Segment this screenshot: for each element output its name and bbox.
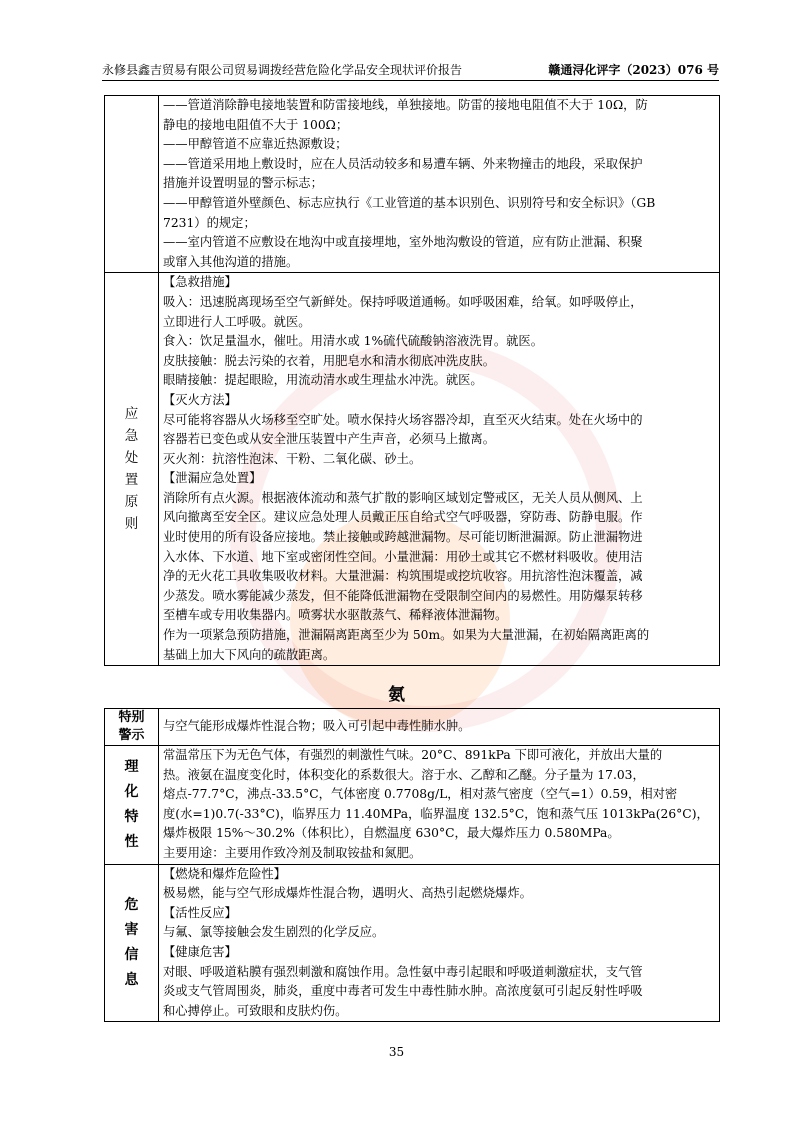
text-line: ——管道消除静电接地装置和防雷接地线，单独接地。防雷的接地电阻值不大于 10Ω，防 — [163, 98, 648, 112]
text-line: 灭火剂：抗溶性泡沫、干粉、二氧化碳、砂土。 — [163, 451, 422, 466]
text-line: 尽可能将容器从火场移至空旷处。喷水保持火场容器冷却，直至灭火结束。处在火场中的 — [163, 412, 643, 427]
emergency-label: 应 急 处 置 原 则 — [105, 273, 159, 666]
text-line: 措施并设置明显的警示标志； — [163, 176, 323, 191]
emergency-row — [105, 273, 720, 666]
text-line: 7231）的规定； — [163, 215, 256, 230]
text-line: 业时使用的所有设备应接地。禁止接触或跨越泄漏物。尽可能切断泄漏源。防止泄漏物进 — [163, 530, 643, 545]
pipeline-requirements-cell — [159, 96, 720, 273]
section-heading: 【泄漏应急处置】 — [163, 471, 262, 486]
report-title: 永修县鑫吉贸易有限公司贸易调拨经营危险化学品安全现状评价报告 — [102, 63, 463, 77]
special-warning-row — [105, 709, 720, 746]
text-line: ——甲醇管道不应靠近热源敷设； — [163, 137, 348, 152]
text-line: 热。液氨在温度变化时，体积变化的系数很大。溶于水、乙醇和乙醚。分子量为 17.03， — [163, 767, 645, 782]
page-number: 35 — [388, 1045, 405, 1059]
text-line: 基础上加大下风向的疏散距离。 — [163, 647, 336, 662]
text-line: 眼睛接触：提起眼睑，用流动清水或生理盐水冲洗。就医。 — [163, 373, 483, 388]
section-heading: 【活性反应】 — [163, 905, 237, 920]
text-line: 炎或支气管周围炎，肺炎，重度中毒者可发生中毒性肺水肿。高浓度氨可引起反射性呼吸 — [163, 984, 643, 999]
text-line: ——管道采用地上敷设时，应在人员活动较多和易遭车辆、外来物撞击的地段，采取保护 — [163, 156, 643, 171]
text-line: 皮肤接触：脱去污染的衣着，用肥皂水和清水彻底冲洗皮肤。 — [163, 353, 496, 368]
ammonia-safety-table — [104, 708, 720, 1022]
pipeline-requirements-row — [105, 96, 720, 273]
text-line: 容器若已变色或从安全泄压装置中产生声音，必须马上撤离。 — [163, 432, 496, 447]
text-line: 和心搏停止。可致眼和皮肤灼伤。 — [163, 1003, 348, 1018]
special-warning-label: 特别 警示 — [105, 709, 159, 746]
hazard-label: 危 害 信 息 — [105, 864, 159, 1022]
hazard-content-cell — [159, 864, 720, 1022]
text-line: 食入：饮足量温水，催吐。用清水或 1%硫代硫酸钠溶液洗胃。就医。 — [163, 334, 544, 349]
text-line: 立即进行人工呼吸。就医。 — [163, 314, 311, 329]
text-line: 入水体、下水道、地下室或密闭性空间。小量泄漏：用砂土或其它不燃材料吸收。使用洁 — [163, 549, 643, 564]
empty-label-cell — [105, 96, 159, 273]
text-line: 爆炸极限 15%～30.2%（体积比），自燃温度 630°C，最大爆炸压力 0.580MPa。 — [163, 826, 620, 841]
emergency-content-cell — [159, 273, 720, 666]
text-line: 与氟、氯等接触会发生剧烈的化学反应。 — [163, 925, 385, 940]
page-header — [102, 62, 719, 81]
physchem-content-cell — [159, 746, 720, 865]
section-heading: 【灭火方法】 — [163, 392, 237, 407]
text-line: 对眼、呼吸道粘膜有强烈刺激和腐蚀作用。急性氨中毒引起眼和呼吸道刺激症状，支气管 — [163, 964, 643, 979]
text-line: ——室内管道不应敷设在地沟中或直接埋地，室外地沟敷设的管道，应有防止泄漏、积聚 — [163, 235, 643, 250]
text-line: 主要用途：主要用作致冷剂及制取铵盐和氮肥。 — [163, 845, 422, 860]
section-heading: 【燃烧和爆炸危险性】 — [163, 866, 286, 881]
physchem-label: 理 化 特 性 — [105, 746, 159, 865]
text-line: 度(水=1)0.7(-33°C)，临界压力 11.40MPa，临界温度 132.5°C，饱和蒸气压 1013kPa(26°C)， — [163, 806, 709, 821]
text-line: 极易燃，能与空气形成爆炸性混合物，遇明火、高热引起燃烧爆炸。 — [163, 886, 532, 901]
text-line: 消除所有点火源。根据液体流动和蒸气扩散的影响区域划定警戒区，无关人员从侧风、上 — [163, 490, 643, 505]
text-line: 或窜入其他沟道的措施。 — [163, 254, 299, 269]
physchem-row — [105, 746, 720, 865]
text-line: 净的无火花工具收集吸收材料。大量泄漏：构筑围堤或挖坑收容。用抗溶性泡沫覆盖，减 — [163, 569, 643, 584]
text-line: 熔点-77.7°C，沸点-33.5°C，气体密度 0.7708g/L，相对蒸气密度（空气=1）0.59，相对密 — [163, 787, 678, 802]
text-line: 至槽车或专用收集器内。喷雾状水驱散蒸气、稀释液体泄漏物。 — [163, 608, 508, 623]
hazard-row — [105, 864, 720, 1022]
text-line: 风向撤离至安全区。建议应急处理人员戴正压自给式空气呼吸器，穿防毒、防静电服。作 — [163, 510, 643, 525]
report-number: 赣通浔化评字（2023）076 号 — [548, 63, 719, 77]
text-line: 作为一项紧急预防措施，泄漏隔离距离至少为 50m。如果为大量泄漏，在初始隔离距离的 — [163, 628, 650, 643]
text-line: 吸入：迅速脱离现场至空气新鲜处。保持呼吸道通畅。如呼吸困难，给氧。如呼吸停止， — [163, 294, 643, 309]
section-heading: 【急救措施】 — [163, 275, 237, 290]
text-line: ——甲醇管道外壁颜色、标志应执行《工业管道的基本识别色、识别符号和安全标识》（GB — [163, 195, 656, 210]
methanol-safety-table — [104, 95, 720, 666]
special-warning-text: 与空气能形成爆炸性混合物；吸入可引起中毒性肺水肿。 — [159, 709, 720, 746]
section-heading: 【健康危害】 — [163, 944, 237, 959]
text-line: 常温常压下为无色气体，有强烈的刺激性气味。20°C、891kPa 下即可液化，并放出大量的 — [163, 748, 663, 762]
text-line: 静电的接地电阻值不大于 100Ω； — [163, 117, 349, 132]
chemical-title: 氨 — [388, 685, 405, 705]
text-line: 少蒸发。喷水雾能减少蒸发，但不能降低泄漏物在受限制空间内的易燃性。用防爆泵转移 — [163, 588, 643, 603]
